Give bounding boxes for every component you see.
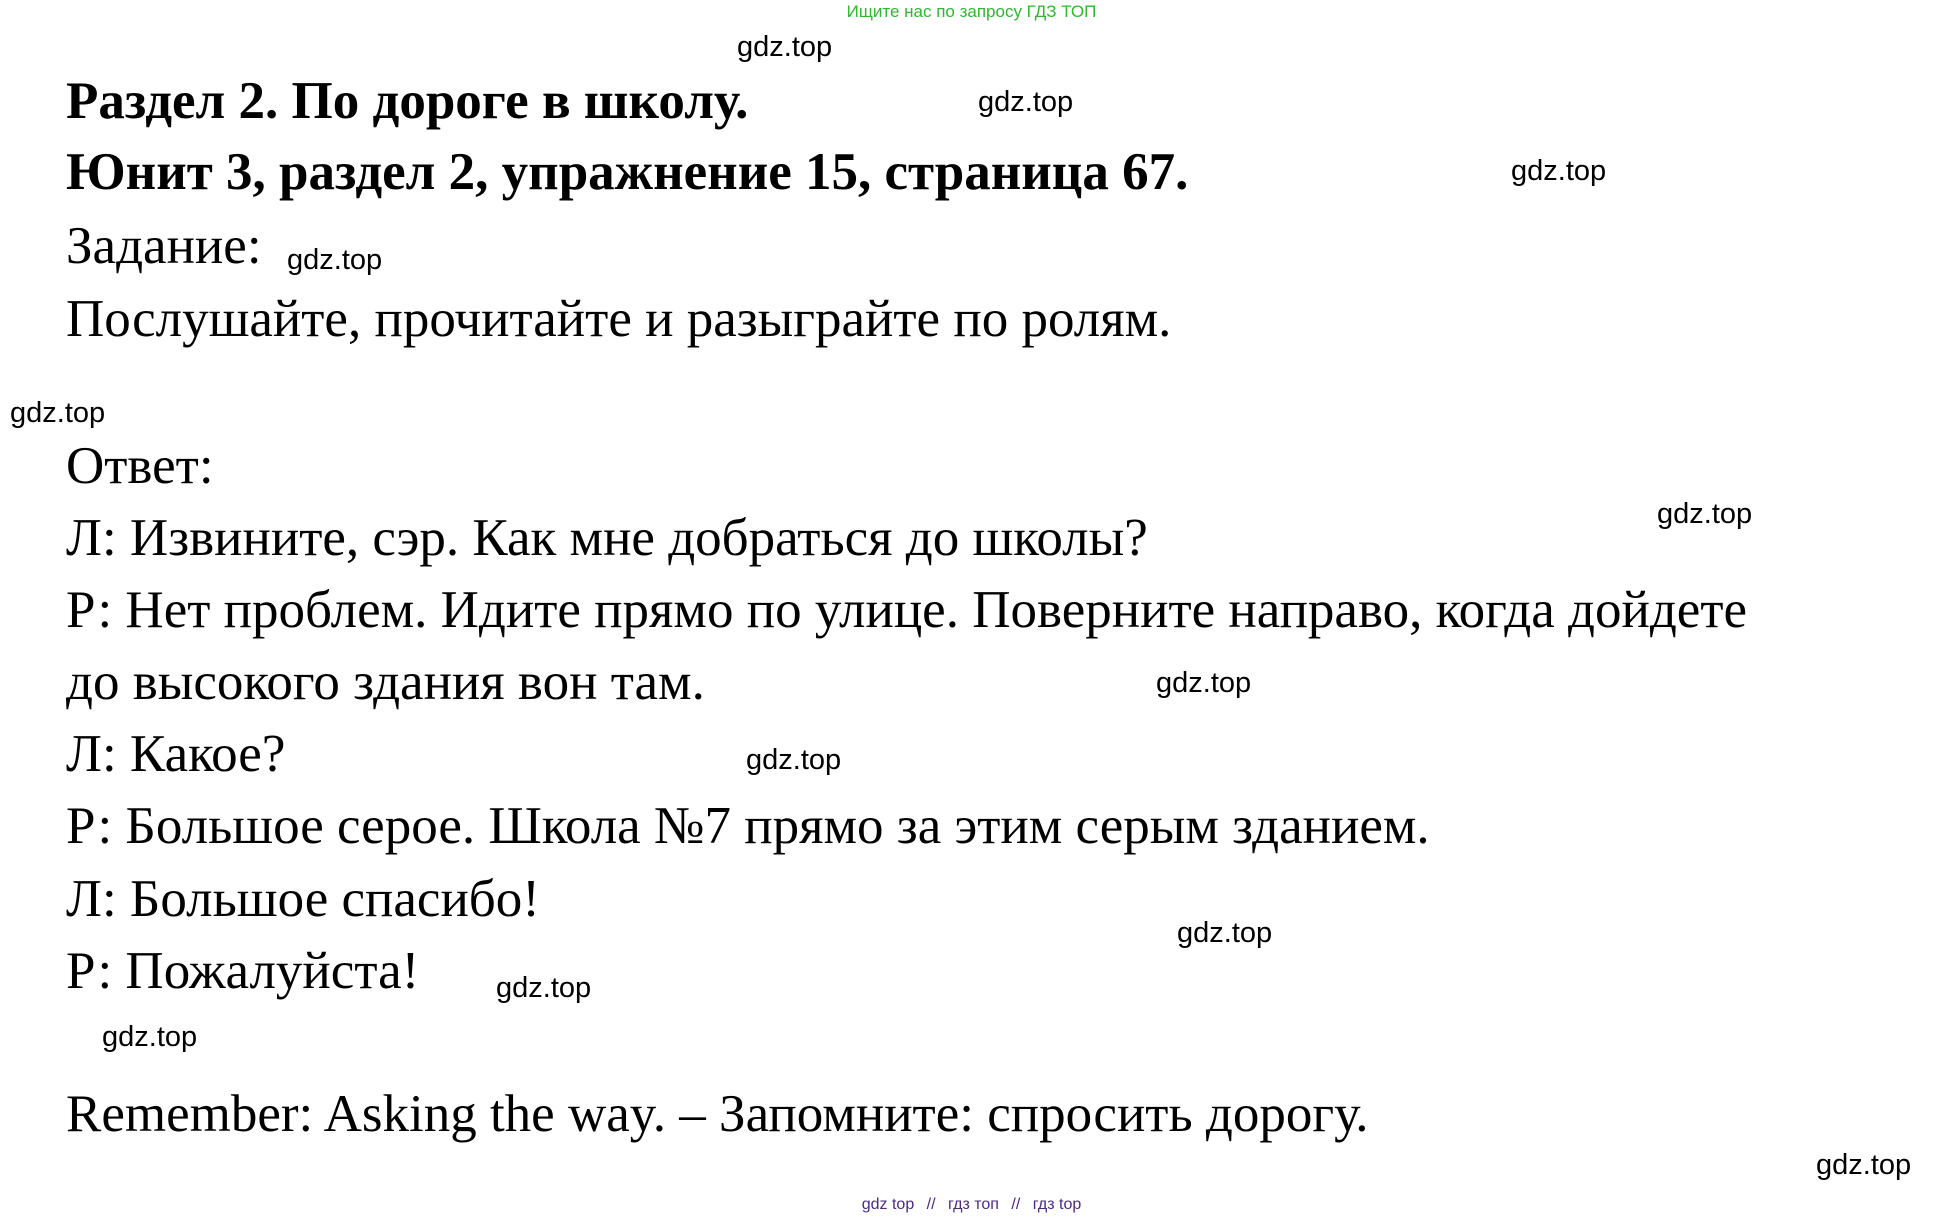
watermark: gdz.top — [287, 244, 383, 276]
watermark: gdz.top — [978, 86, 1074, 118]
task-text: Послушайте, прочитайте и разыграйте по ролям. — [66, 290, 1172, 348]
watermark: gdz.top — [1816, 1149, 1912, 1181]
dialogue-line: Л: Извините, сэр. Как мне добраться до школы? — [66, 509, 1148, 567]
dialogue-line: Р: Нет проблем. Идите прямо по улице. Поверните направо, когда дойдете — [66, 581, 1748, 639]
watermark: gdz.top — [496, 972, 592, 1004]
watermark: gdz.top — [746, 744, 842, 776]
watermark: gdz.top — [1177, 917, 1273, 949]
dialogue-line: Л: Какое? — [66, 725, 286, 783]
dialogue-line: Р: Пожалуйста! — [66, 942, 420, 1000]
watermark: gdz.top — [1657, 498, 1753, 530]
dialogue-line: Л: Большое спасибо! — [66, 870, 540, 928]
answer-label: Ответ: — [66, 437, 214, 495]
section-heading: Раздел 2. По дороге в школу. — [66, 72, 749, 130]
footer-links — [0, 1196, 1943, 1214]
footer-link[interactable]: gdz top — [861, 1196, 915, 1213]
watermark: gdz.top — [1156, 667, 1252, 699]
dialogue-line: до высокого здания вон там. — [66, 653, 705, 711]
unit-heading: Юнит 3, раздел 2, упражнение 15, страница 67. — [66, 143, 1189, 201]
dialogue-line: Р: Большое серое. Школа №7 прямо за этим серым зданием. — [66, 797, 1430, 855]
footer-separator: // — [1011, 1196, 1021, 1213]
footer-link[interactable]: гдз top — [1032, 1196, 1082, 1213]
watermark: gdz.top — [737, 31, 833, 63]
watermark: gdz.top — [1511, 155, 1607, 187]
watermark: gdz.top — [102, 1021, 198, 1053]
remember-note: Remember: Asking the way. – Запомните: спросить дорогу. — [66, 1085, 1369, 1143]
footer-separator: // — [926, 1196, 936, 1213]
watermark: gdz.top — [10, 397, 106, 429]
task-label: Задание: — [66, 217, 262, 275]
footer-link[interactable]: гдз топ — [948, 1196, 999, 1213]
top-banner[interactable]: Ищите нас по запросу ГДЗ ТОП — [846, 2, 1097, 21]
